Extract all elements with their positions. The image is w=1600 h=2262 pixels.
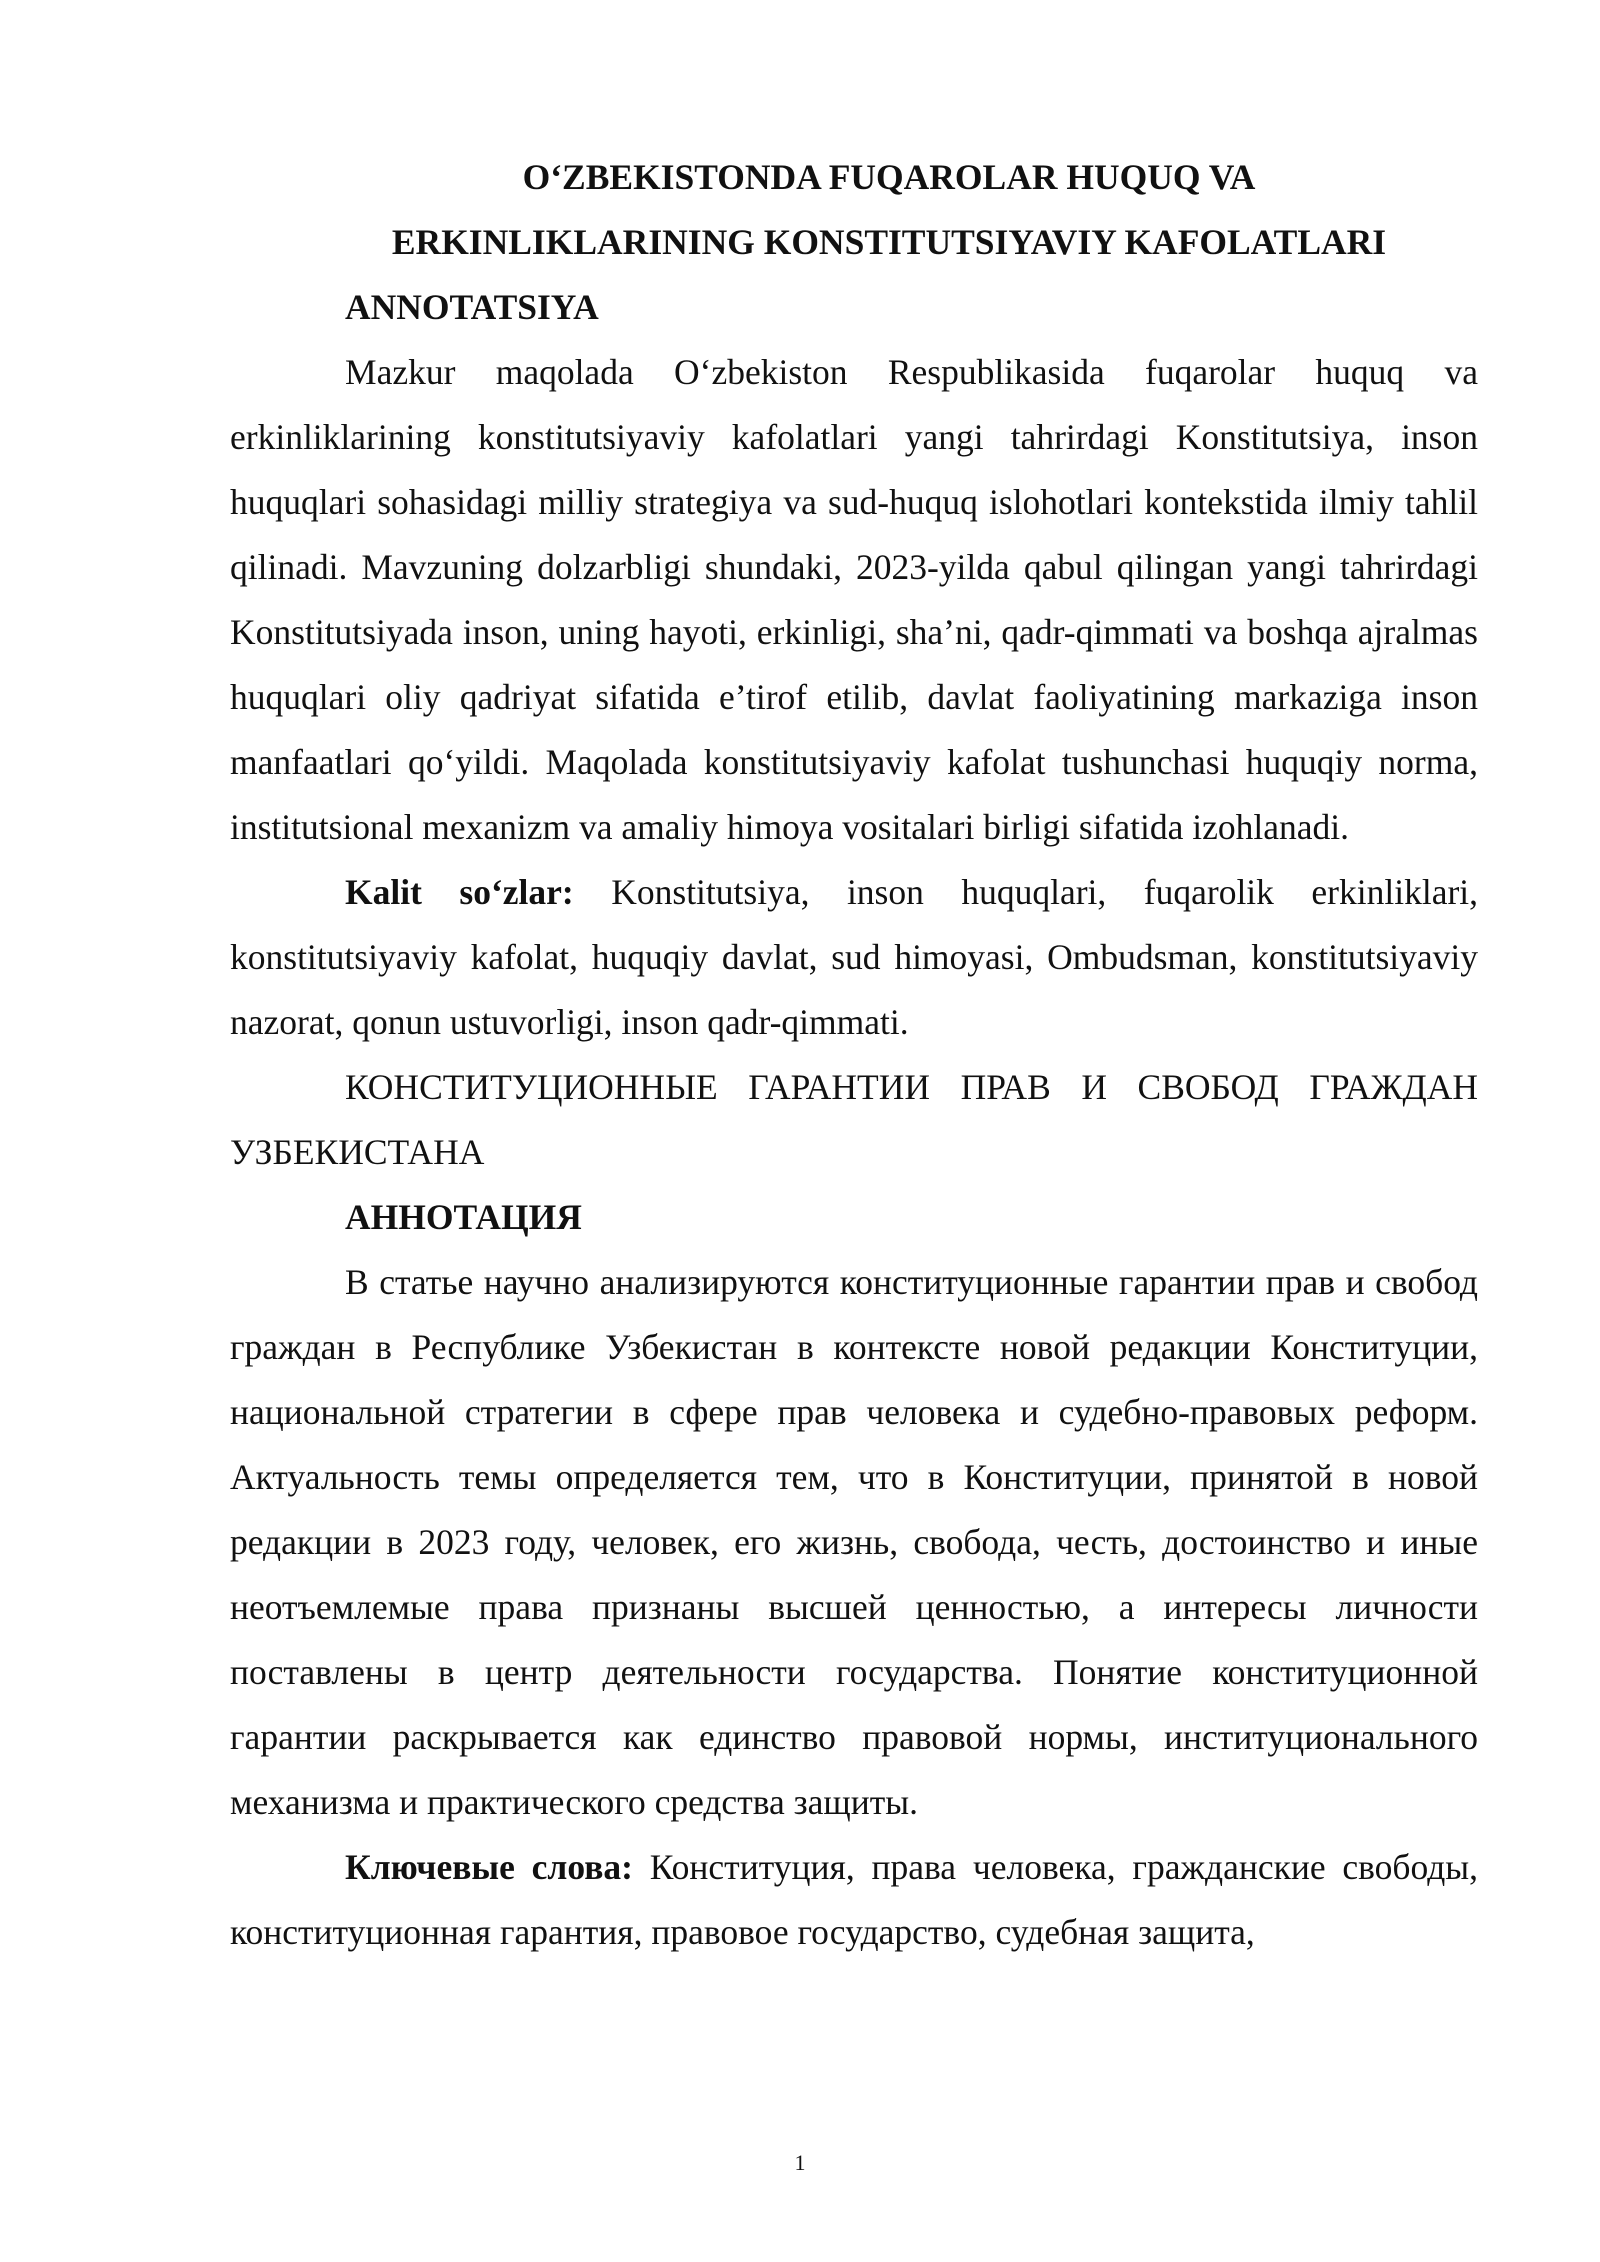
uz-annotation-text: Mazkur maqolada O‘zbekiston Respublikasida fuqarolar huquq va erkinliklarining konstitutsiyaviy kafolatlari yangi tahrirdagi Konstitutsiya, inson huquqlari sohasidagi milliy strategiya va sud-huquq islohotlari kontekstida ilmiy tahlil qilinadi. Mavzuning dolzarbligi shundaki, 2023-yilda qabul qilingan yangi tahrirdagi Konstitutsiyada inson, uning hayoti, erkinligi, sha’ni, qadr-qimmati va boshqa ajralmas huquqlari oliy qadriyat sifatida e’tirof etilib, davlat faoliyatining markaziga inson manfaatlari qo‘yildi. Maqolada konstitutsiyaviy kafolat tushunchasi huquqiy norma, institutsional mexanizm va amaliy himoya vositalari birligi sifatida izohlanadi.: [230, 352, 1478, 847]
uz-keywords: [230, 860, 1478, 1055]
document-page: [230, 145, 1478, 1965]
ru-annotation-heading: АННОТАЦИЯ: [345, 1197, 582, 1237]
uz-keywords-label: Kalit so‘zlar:: [345, 872, 574, 912]
ru-keywords: [230, 1835, 1478, 1965]
ru-keywords-label: Ключевые слова:: [345, 1847, 633, 1887]
uz-title-line-2: ERKINLIKLARINING KONSTITUTSIYAVIY KAFOLATLARI: [391, 222, 1387, 262]
ru-keywords-text: Конституция, права человека, гражданские свободы, конституционная гарантия, правовое государство, судебная защита,: [230, 1847, 1478, 1952]
uz-title-line-1: O‘ZBEKISTONDA FUQAROLAR HUQUQ VA: [522, 157, 1256, 197]
ru-annotation-text: В статье научно анализируются конституционные гарантии прав и свобод граждан в Республике Узбекистан в контексте новой редакции Конституции, национальной стратегии в сфере прав человека и судебно-правовых реформ. Актуальность темы определяется тем, что в Конституции, принятой в новой редакции в 2023 году, человек, его жизнь, свобода, честь, достоинство и иные неотъемлемые права признаны высшей ценностью, а интересы личности поставлены в центр деятельности государства. Понятие конституционной гарантии раскрывается как единство правовой нормы, институционального механизма и практического средства защиты.: [230, 1262, 1478, 1822]
uz-keywords-text: Konstitutsiya, inson huquqlari, fuqarolik erkinliklari, konstitutsiyaviy kafolat, huquqiy davlat, sud himoyasi, Ombudsman, konstitutsiyaviy nazorat, qonun ustuvorligi, inson qadr-qimmati.: [230, 872, 1479, 1042]
uz-annotation-heading: ANNOTATSIYA: [345, 287, 599, 327]
uz-title: [230, 145, 1478, 275]
ru-title: КОНСТИТУЦИОННЫЕ ГАРАНТИИ ПРАВ И СВОБОД ГРАЖДАН УЗБЕКИСТАНА: [230, 1067, 1478, 1172]
page-number: 1: [794, 2150, 806, 2175]
